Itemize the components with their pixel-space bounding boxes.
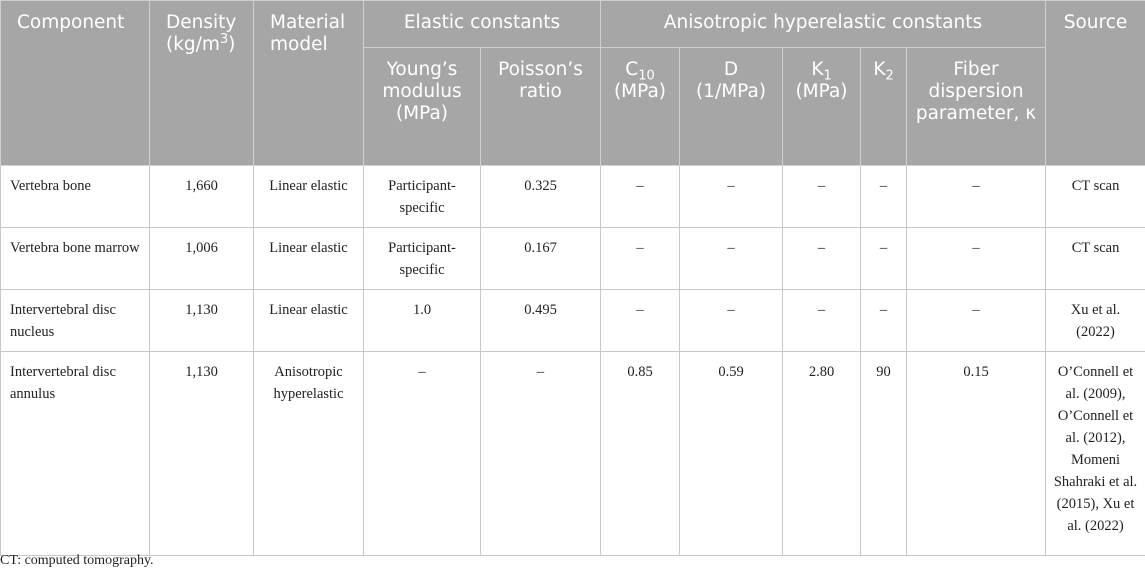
cell-component: Vertebra bone marrow [1,228,150,290]
cell-fiber-dispersion: – [907,166,1046,228]
header-poissons-ratio: Poisson’s ratio [481,48,601,166]
cell-source: O’Connell et al. (2009), O’Connell et al. (2012), Momeni Shahraki et al. (2015), Xu et al. (2022) [1046,352,1145,556]
cell-youngs-modulus: – [364,352,481,556]
header-k2: $K_2$ [861,48,907,166]
table-body [1,166,1145,556]
header-material-model: Material model [254,1,364,166]
header-density [150,1,254,166]
cell-d: – [680,228,783,290]
table-footnote: CT: computed tomography. [0,553,154,568]
header-youngs-modulus: Young’s modulus (MPa) [364,48,481,166]
cell-component: Vertebra bone [1,166,150,228]
cell-c10: 0.85 [601,352,680,556]
cell-density: 1,006 [150,228,254,290]
header-aniso-constants: Anisotropic hyperelastic constants [601,1,1046,48]
cell-material-model: Linear elastic [254,166,364,228]
cell-c10: – [601,166,680,228]
cell-youngs-modulus: Participant-specific [364,166,481,228]
header-component: Component [1,1,150,166]
cell-k1: 2.80 [783,352,861,556]
cell-poissons-ratio: 0.495 [481,290,601,352]
cell-component: Intervertebral disc nucleus [1,290,150,352]
table-row [1,166,1145,228]
cell-k1: – [783,290,861,352]
cell-c10: – [601,290,680,352]
table-row [1,290,1145,352]
cell-k2: – [861,290,907,352]
header-source: Source [1046,1,1145,166]
cell-fiber-dispersion: – [907,228,1046,290]
cell-d: – [680,290,783,352]
cell-poissons-ratio: – [481,352,601,556]
cell-k1: – [783,166,861,228]
header-fiber-dispersion: Fiber dispersion parameter, κ [907,48,1046,166]
cell-poissons-ratio: 0.325 [481,166,601,228]
cell-youngs-modulus: Participant-specific [364,228,481,290]
cell-fiber-dispersion: – [907,290,1046,352]
cell-k2: – [861,166,907,228]
cell-k2: 90 [861,352,907,556]
header-density-unit: $(kg/m^3)$ [166,31,236,55]
cell-c10: – [601,228,680,290]
cell-component: Intervertebral disc annulus [1,352,150,556]
header-c10: $C_{10}$ (MPa) [601,48,680,166]
cell-material-model: Linear elastic [254,290,364,352]
table-row [1,228,1145,290]
table-row [1,352,1145,556]
cell-material-model: Linear elastic [254,228,364,290]
cell-source: Xu et al. (2022) [1046,290,1145,352]
cell-material-model: Anisotropic hyperelastic [254,352,364,556]
cell-density: 1,130 [150,352,254,556]
cell-d: 0.59 [680,352,783,556]
cell-fiber-dispersion: 0.15 [907,352,1046,556]
cell-d: – [680,166,783,228]
header-elastic-constants: Elastic constants [364,1,601,48]
cell-k1: – [783,228,861,290]
header-k1: $K_1$ (MPa) [783,48,861,166]
cell-density: 1,660 [150,166,254,228]
cell-k2: – [861,228,907,290]
cell-poissons-ratio: 0.167 [481,228,601,290]
header-density-label: Density [166,12,237,33]
cell-source: CT scan [1046,166,1145,228]
cell-density: 1,130 [150,290,254,352]
cell-source: CT scan [1046,228,1145,290]
cell-youngs-modulus: 1.0 [364,290,481,352]
header-d: D (1/MPa) [680,48,783,166]
